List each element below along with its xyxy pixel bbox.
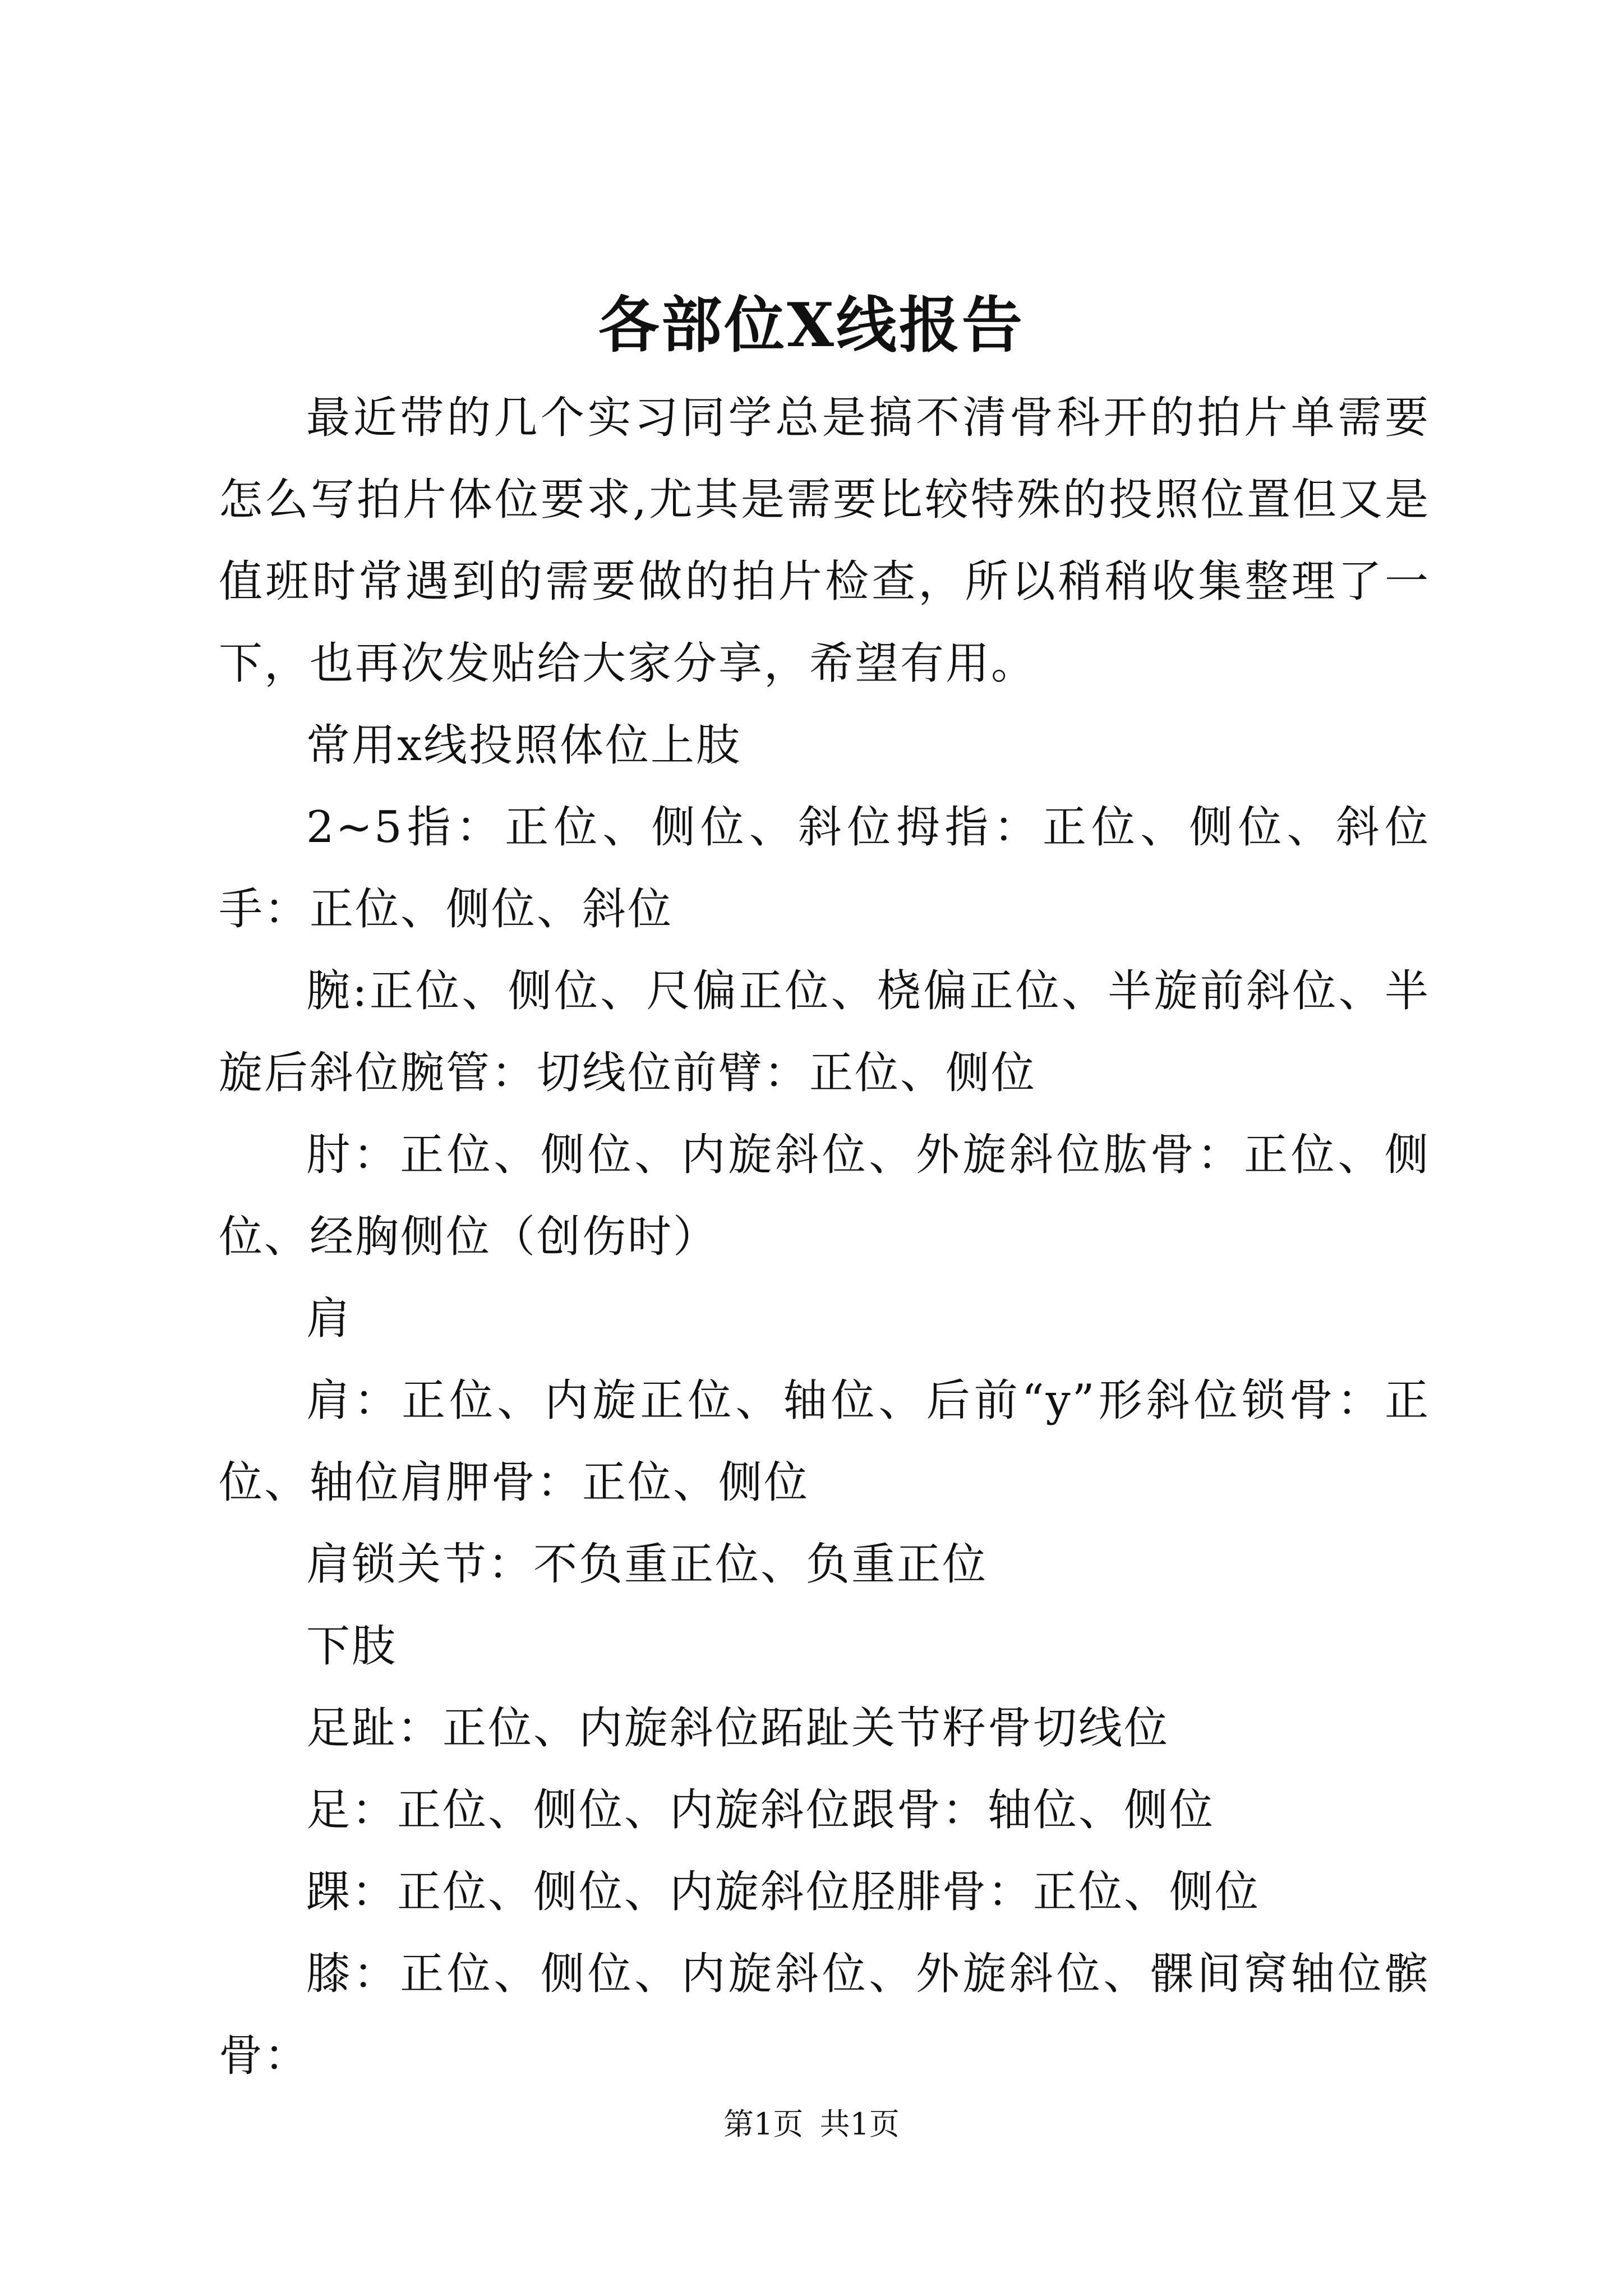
paragraph-wrist-forearm: 腕:正位、侧位、尺偏正位、桡偏正位、半旋前斜位、半旋后斜位腕管：切线位前臂：正位、侧位: [219, 966, 1430, 1098]
paragraph-toes: 足趾：正位、内旋斜位跖趾关节籽骨切线位: [306, 1703, 1170, 1754]
paragraph-shoulder-heading: 肩: [306, 1294, 352, 1344]
paragraph-knee-patella: 膝：正位、侧位、内旋斜位、外旋斜位、髁间窝轴位髌骨：: [219, 1949, 1430, 2081]
document-title: 各部位X线报告: [598, 290, 1025, 361]
paragraph-upper-limb-heading: 常用x线投照体位上肢: [306, 720, 741, 771]
page-footer: [0, 2105, 1623, 2144]
paragraph-fingers-hand: 2~5指：正位、侧位、斜位拇指：正位、侧位、斜位手：正位、侧位、斜位: [219, 802, 1430, 935]
document-body: [219, 377, 1430, 2097]
paragraph-ankle-tibia-fibula: 踝：正位、侧位、内旋斜位胫腓骨：正位、侧位: [306, 1867, 1261, 1917]
paragraph-elbow-humerus: 肘：正位、侧位、内旋斜位、外旋斜位肱骨：正位、侧位、经胸侧位（创伤时）: [219, 1130, 1430, 1262]
paragraph-foot-calcaneus: 足：正位、侧位、内旋斜位跟骨：轴位、侧位: [306, 1785, 1215, 1835]
page-number: 第1页: [723, 2106, 804, 2142]
paragraph-intro: 最近带的几个实习同学总是搞不清骨科开的拍片单需要怎么写拍片体位要求,尤其是需要比较特殊的投照位置但又是值班时常遇到的需要做的拍片检查，所以稍稍收集整理了一下，也再次发贴给大家分享，希望有用。: [219, 393, 1430, 689]
paragraph-lower-limb-heading: 下肢: [306, 1621, 398, 1672]
paragraph-acromioclavicular: 肩锁关节：不负重正位、负重正位: [306, 1539, 988, 1590]
paragraph-shoulder-clavicle-scapula: 肩：正位、内旋正位、轴位、后前“y”形斜位锁骨：正位、轴位肩胛骨：正位、侧位: [219, 1375, 1430, 1508]
page-total: 共1页: [819, 2106, 900, 2142]
